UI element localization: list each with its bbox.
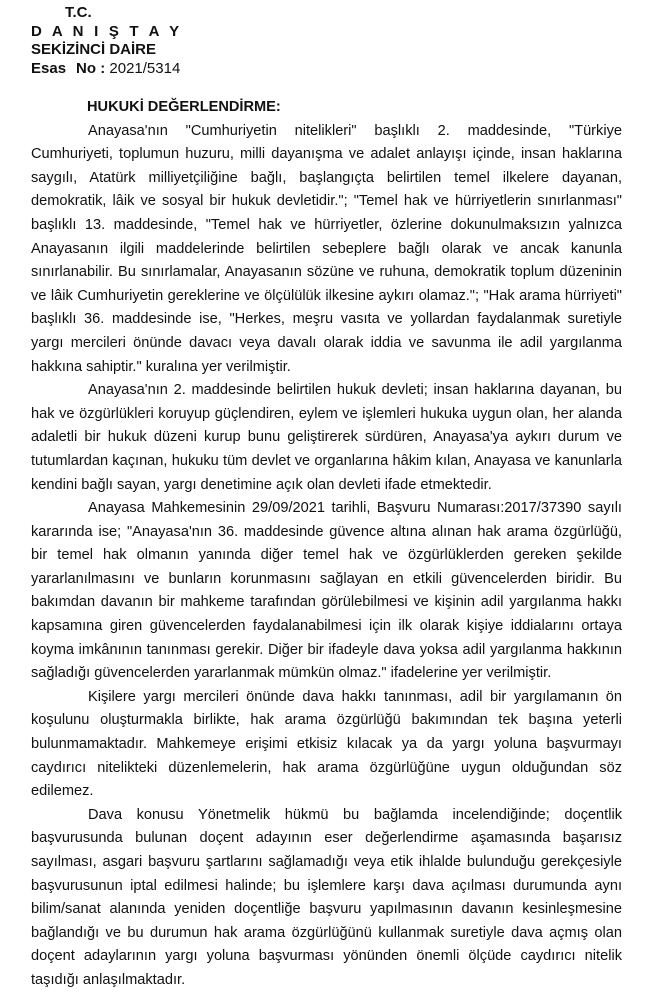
case-number-value: 2021/5314 — [109, 59, 181, 77]
court-name: D A N I Ş T A Y — [31, 22, 183, 40]
paragraph-constitutional-court-decision: Anayasa Mahkemesinin 29/09/2021 tarihli, Başvuru Numarası:2017/37390 sayılı kararında ise; "Anayasa'nın 36. maddesinde güvence altına alınan hak arama özgürlüğü, bir temel hak olmanın yanında diğer temel hak ve özgürlüklerden gereken şekilde yararlanılmasını ve bunların korunmasını sağlayan en etkili güvencelerden biridir. Bu bakımdan davanın bir mahkeme tarafından görülebilmesi ve kişinin adil yargılanma hakkı kapsamına giren güvencelerden faydalanabilmesi için ilk olarak kişiye iddialarını ortaya koyma imkânının tanınması gerekir. Diğer bir ifadeyle dava yoksa adil yargılanma hakkının sağladığı güvencelerden yararlanmak mümkün olmaz." ifadelerine yer verilmiştir. — [31, 500, 622, 682]
paragraph-constitution-articles: Anayasa'nın "Cumhuriyetin nitelikleri" başlıklı 2. maddesinde, "Türkiye Cumhuriyeti, toplumun huzuru, milli dayanışma ve adalet anlayışı içinde, insan haklarına saygılı, Atatürk milliyetçiliğine bağlı, başlangıçta belirtilen temel ilkelere dayanan, demokratik, lâik ve sosyal bir hukuk devletidir."; "Temel hak ve hürriyetlerin sınırlanması" başlıklı 13. maddesinde, "Temel hak ve hürriyetler, özlerine dokunulmaksızın yalnızca Anayasanın ilgili maddelerinde belirtilen sebeplere bağlı olarak ve ancak kanunla sınırlanabilir. Bu sınırlamalar, Anayasanın sözüne ve ruhuna, demokratik toplum düzeninin ve lâik Cumhuriyetin gereklerine ve ölçülülük ilkesine aykırı olamaz."; "Hak arama hürriyeti" başlıklı 36. maddesinde ise, "Herkes, meşru vasıta ve yollardan faydalanmak suretiyle yargı mercileri önünde davacı veya davalı olarak iddia ve savunma ile adil yargılanma hakkına sahiptir." kuralına yer verilmiştir. — [31, 122, 622, 375]
case-number-label: No : — [76, 59, 106, 77]
paragraph-regulation-assessment: Dava konusu Yönetmelik hükmü bu bağlamda incelendiğinde; doçentlik başvurusunda bulunan doçent adayının eser değerlendirme aşamasında başarısız sayılması, asgari başvuru şartlarını sağlamadığı veya etik ihlalde bulunduğu gerekçesiyle başvurusunun iptal edilmesi halinde; bu işlemlere karşı dava açılması durumunda aynı bilim/sanat alanında yeniden doçentliğe başvuru yapılmasının davanın kesinleşmesine bağlandığı ve bu durumun hak arama özgürlüğünü kullanmak suretiyle dava açmış olan doçent adaylarının yargı yoluna başvurması yönünden önemli ölçüde caydırıcı nitelik taşıdığı anlaşılmaktadır. — [31, 806, 622, 988]
document-header — [31, 4, 182, 78]
paragraph-right-to-sue: Kişilere yargı mercileri önünde dava hakkı tanınması, adil bir yargılamanın ön koşulunu oluşturmakla birlikte, hak arama özgürlüğü bakımından tek başına yeterli bulunmamaktadır. Mahkemeye erişimi etkisiz kılacak ya da yargı yoluna başvurmayı caydırıcı nitelikteki düzenlemelerin, hak arama özgürlüğüne uygun olduğundan söz edilemez. — [31, 688, 622, 800]
case-label: Esas — [31, 59, 67, 77]
paragraph-rule-of-law: Anayasa'nın 2. maddesinde belirtilen hukuk devleti; insan haklarına dayanan, bu hak ve özgürlükleri koruyup güçlendiren, eylem ve işlemleri hukuka uygun olan, her alanda adaletli bir hukuk düzeni kurup bunu geliştirerek sürdüren, Anayasa'ya aykırı durum ve tutumlardan kaçınan, hukuku tüm devlet ve organlarına hâkim kılan, Anayasa ve kanunlarla kendini bağlı sayan, yargı denetimine açık olan devleti ifade etmektedir. — [31, 382, 622, 493]
section-title: HUKUKİ DEĞERLENDİRME: — [87, 99, 281, 115]
chamber-name: SEKİZİNCİ DAİRE — [31, 41, 157, 58]
country-label: T.C. — [65, 4, 92, 21]
case-number-line — [31, 60, 182, 79]
document-body — [31, 96, 622, 993]
